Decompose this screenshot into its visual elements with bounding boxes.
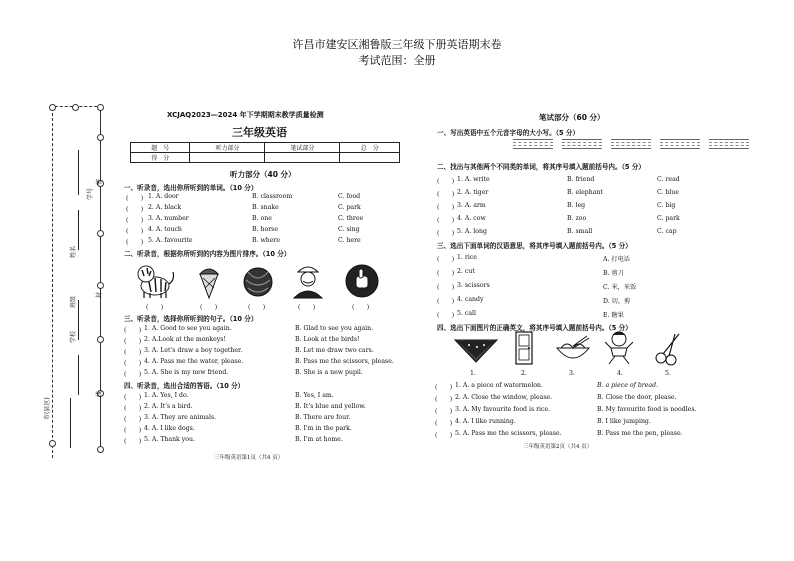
picture-number: 3. (569, 370, 575, 377)
answer-paren[interactable]: ( ) (126, 217, 144, 224)
thumbs-up-image (344, 262, 380, 300)
option-a: 5. A. Thank you. (144, 436, 195, 443)
answer-paren[interactable]: ( ) (437, 217, 455, 224)
option-b: B. I'm at home. (295, 436, 343, 443)
answer-paren[interactable]: ( ) (435, 384, 453, 391)
score-cell: 听力部分 (190, 143, 265, 153)
answer-paren[interactable]: ( ) (435, 420, 453, 427)
option-c: C. park (657, 215, 680, 222)
score-input[interactable] (340, 153, 400, 163)
option-b: B. She is a new pupil. (295, 369, 363, 376)
seal-char-2: 封 (96, 291, 103, 298)
answer-paren[interactable]: ( ) (124, 371, 142, 378)
page-subtitle: 考试范围：全册 (358, 54, 436, 67)
answer-paren[interactable]: ( ) (437, 230, 455, 237)
q1-title: 一、听录音，选出你所听到的单词。（10 分） (124, 184, 258, 192)
cook-image (290, 262, 326, 300)
q2-title: 二、找出与其他两个不同类的单词，将其序号填入题前括号内。（5 分） (437, 163, 645, 171)
option-a: 1. A. door (148, 193, 179, 200)
option-a: 4. A. I like running. (455, 418, 516, 425)
option-a: 1. A. write (457, 176, 490, 183)
subject-title: 三年级英语 (232, 126, 287, 139)
answer-paren[interactable]: ( ) (437, 312, 455, 319)
word: 2. cut (457, 268, 475, 275)
binding-hole (97, 446, 104, 453)
seal-char-3: 线 (96, 390, 103, 397)
score-input[interactable] (265, 153, 340, 163)
option-b: B. horse (252, 226, 278, 233)
score-cell: 总 分 (340, 143, 400, 153)
word: 4. candy (457, 296, 484, 303)
meaning-option: B. 剪刀 (603, 270, 624, 277)
option-c: C. blue (657, 189, 680, 196)
solid-binding-line (100, 108, 101, 453)
scissors-image (653, 330, 683, 366)
seal-char-1: 密 (96, 178, 103, 185)
door-image (513, 330, 535, 366)
meaning-option: D. 切，剪 (603, 298, 631, 305)
answer-paren[interactable]: ( ) (437, 178, 455, 185)
answer-paren[interactable]: ( ) (124, 405, 142, 412)
answer-paren[interactable]: ( ) (437, 191, 455, 198)
option-a: 3. A. They are animals. (144, 414, 217, 421)
page-title: 许昌市建安区湘鲁版三年级下册英语期末卷 (292, 38, 502, 51)
picture-number: 2. (521, 370, 527, 377)
option-b: B. leg (567, 202, 586, 209)
option-c: C. food (338, 193, 361, 200)
school-field[interactable] (78, 355, 79, 395)
option-b: B. a piece of bread. (597, 382, 659, 389)
class-field[interactable] (78, 300, 79, 340)
answer-paren[interactable]: ( ) (124, 338, 142, 345)
option-a: 4. A. Pass me the water, please. (144, 358, 244, 365)
option-b: B. snake (252, 204, 279, 211)
answer-paren[interactable]: ( ) (435, 432, 453, 439)
option-b: B. My favourite food is noodles. (597, 406, 697, 413)
binding-hole (97, 230, 104, 237)
answer-paren[interactable]: ( ) (126, 239, 144, 246)
binding-hole (97, 104, 104, 111)
q4-title: 四、选出下面图片的正确英文，将其序号填入题前括号内。（5 分） (437, 324, 632, 332)
answer-paren[interactable]: ( ) (124, 438, 142, 445)
listening-section-title: 听力部分（40 分） (230, 170, 296, 179)
option-a: 2. A. Close the window, please. (455, 394, 553, 401)
option-b: B. where (252, 237, 281, 244)
ice-cream-image (194, 262, 224, 300)
option-b: B. one (252, 215, 272, 222)
option-b: B. Let me draw two cars. (295, 347, 374, 354)
district-label: 市(县区) (44, 397, 51, 420)
class-label: 班级 (70, 295, 77, 308)
option-b: B. zoo (567, 215, 587, 222)
option-b: B. Look at the birds! (295, 336, 360, 343)
option-c: C. three (338, 215, 364, 222)
answer-paren[interactable]: ( ) (124, 327, 142, 334)
answer-paren[interactable]: ( ) (126, 228, 144, 235)
school-label: 学校 (70, 330, 77, 343)
answer-paren[interactable]: ( ) (124, 427, 142, 434)
name-field[interactable] (78, 210, 79, 250)
watermelon-slice-image (453, 336, 499, 364)
answer-paren[interactable]: ( ) (435, 408, 453, 415)
option-c: C. park (338, 204, 361, 211)
answer-paren[interactable]: ( ) (124, 394, 142, 401)
answer-paren[interactable]: ( ) (437, 204, 455, 211)
q2-title: 二、听录音，根据你所听到的内容为图片排序。（10 分） (124, 250, 291, 258)
option-a: 4. A. cow (457, 215, 486, 222)
word: 1. rice (457, 254, 477, 261)
tiger-image (134, 262, 176, 300)
option-a: 2. A. black (148, 204, 182, 211)
meaning-option: A. 打电话 (603, 256, 630, 263)
number-label: 学号 (87, 187, 94, 200)
answer-paren[interactable]: ( ) (437, 270, 455, 277)
picture-number: 4. (617, 370, 623, 377)
option-a: 4. A. I like dogs. (144, 425, 195, 432)
option-a: 5. A. She is my new friend. (144, 369, 229, 376)
answer-paren[interactable]: ( ) (124, 416, 142, 423)
option-a: 1. A. Yes, I do. (144, 392, 189, 399)
dashed-binding-line (52, 108, 53, 458)
option-b: B. Close the door, please. (597, 394, 677, 401)
option-b: B. elephant (567, 189, 603, 196)
picture-number: 5. (665, 370, 671, 377)
word: 5. call (457, 310, 476, 317)
number-field[interactable] (78, 150, 79, 195)
q3-title: 三、选出下面单词的汉语意思，将其序号填入题前括号内。（5 分） (437, 242, 632, 250)
picture-blank[interactable]: ( ) (298, 304, 316, 311)
answer-paren[interactable]: ( ) (437, 284, 455, 291)
binding-hole (97, 282, 104, 289)
option-c: C. here (338, 237, 361, 244)
answer-paren[interactable]: ( ) (437, 256, 455, 263)
option-b: B. small (567, 228, 593, 235)
option-b: B. Pass me the scissors, please. (295, 358, 394, 365)
meaning-option: E. 糖果 (603, 312, 624, 319)
written-section-title: 笔试部分（60 分） (539, 113, 605, 122)
option-a: 5. A. long (457, 228, 487, 235)
exam-code: XCJAQ2023—2024 年下学期期末教学质量检测 (167, 111, 324, 119)
picture-number: 1. (470, 370, 476, 377)
answer-paren[interactable]: ( ) (126, 195, 144, 202)
answer-paren[interactable]: ( ) (435, 396, 453, 403)
option-b: B. Glad to see you again. (295, 325, 374, 332)
binding-hole (97, 336, 104, 343)
option-a: 5. A. Pass me the scissors, please. (455, 430, 562, 437)
option-a: 3. A. arm (457, 202, 486, 209)
noodles-image (553, 334, 593, 366)
option-b: B. It's blue and yellow. (295, 403, 366, 410)
option-b: B. Pass me the pen, please. (597, 430, 683, 437)
binding-hole (72, 104, 79, 111)
option-a: 4. A. touch (148, 226, 182, 233)
binding-hole (49, 104, 56, 111)
picture-blank[interactable]: ( ) (248, 304, 266, 311)
picture-blank[interactable]: ( ) (146, 304, 164, 311)
picture-blank[interactable]: ( ) (200, 304, 218, 311)
option-c: C. cap (657, 228, 677, 235)
name-label: 姓名 (70, 245, 77, 258)
score-cell: 得 分 (131, 153, 190, 163)
answer-paren[interactable]: ( ) (124, 360, 142, 367)
page-footer: 三年级英语第2页（共4 页） (523, 444, 593, 450)
option-b: B. friend (567, 176, 595, 183)
watermelon-image (240, 264, 276, 298)
score-table (130, 142, 400, 163)
option-a: 3. A. number (148, 215, 189, 222)
q3-title: 三、听录音，选择你所听到的句子。（10 分） (124, 315, 258, 323)
option-a: 3. A. My favourite food is rice. (455, 406, 551, 413)
option-a: 2. A. tiger (457, 189, 489, 196)
binding-hole (97, 134, 104, 141)
option-a: 1. A. Good to see you again. (144, 325, 232, 332)
option-a: 2. A.Look at the monkeys! (144, 336, 226, 343)
score-input[interactable] (190, 153, 265, 163)
right-page (435, 98, 770, 478)
binding-hole (49, 440, 56, 447)
word: 3. scissors (457, 282, 490, 289)
q1-title: 一、写出英语中五个元音字母的大小写。（5 分） (437, 129, 580, 137)
option-a: 1. A. a piece of watermelon. (455, 382, 543, 389)
answer-paren[interactable]: ( ) (437, 298, 455, 305)
option-c: C. sing (338, 226, 360, 233)
answer-paren[interactable]: ( ) (124, 349, 142, 356)
q4-title: 四、听录音，选出合适的答语。（10 分） (124, 382, 245, 390)
option-b: B. There are four. (295, 414, 351, 421)
option-a: 3. A. Let's draw a boy together. (144, 347, 243, 354)
option-b: B. I like jumping. (597, 418, 651, 425)
answer-paren[interactable]: ( ) (126, 206, 144, 213)
boy-jumping-image (601, 330, 637, 366)
meaning-option: C. 米，米饭 (603, 284, 637, 291)
option-a: 2. A. It's a bird. (144, 403, 193, 410)
left-page (112, 98, 447, 478)
page-footer: 三年级英语第1页（共4 页） (214, 455, 284, 461)
picture-blank[interactable]: ( ) (352, 304, 370, 311)
option-a: 5. A. favourite (148, 237, 193, 244)
district-field[interactable] (70, 398, 71, 448)
option-c: C. read (657, 176, 680, 183)
option-b: B. I'm in the park. (295, 425, 352, 432)
score-cell: 笔试部分 (265, 143, 340, 153)
option-b: B. Yes, I am. (295, 392, 334, 399)
score-cell: 题 号 (131, 143, 190, 153)
option-c: C. big (657, 202, 676, 209)
option-b: B. classroom (252, 193, 293, 200)
